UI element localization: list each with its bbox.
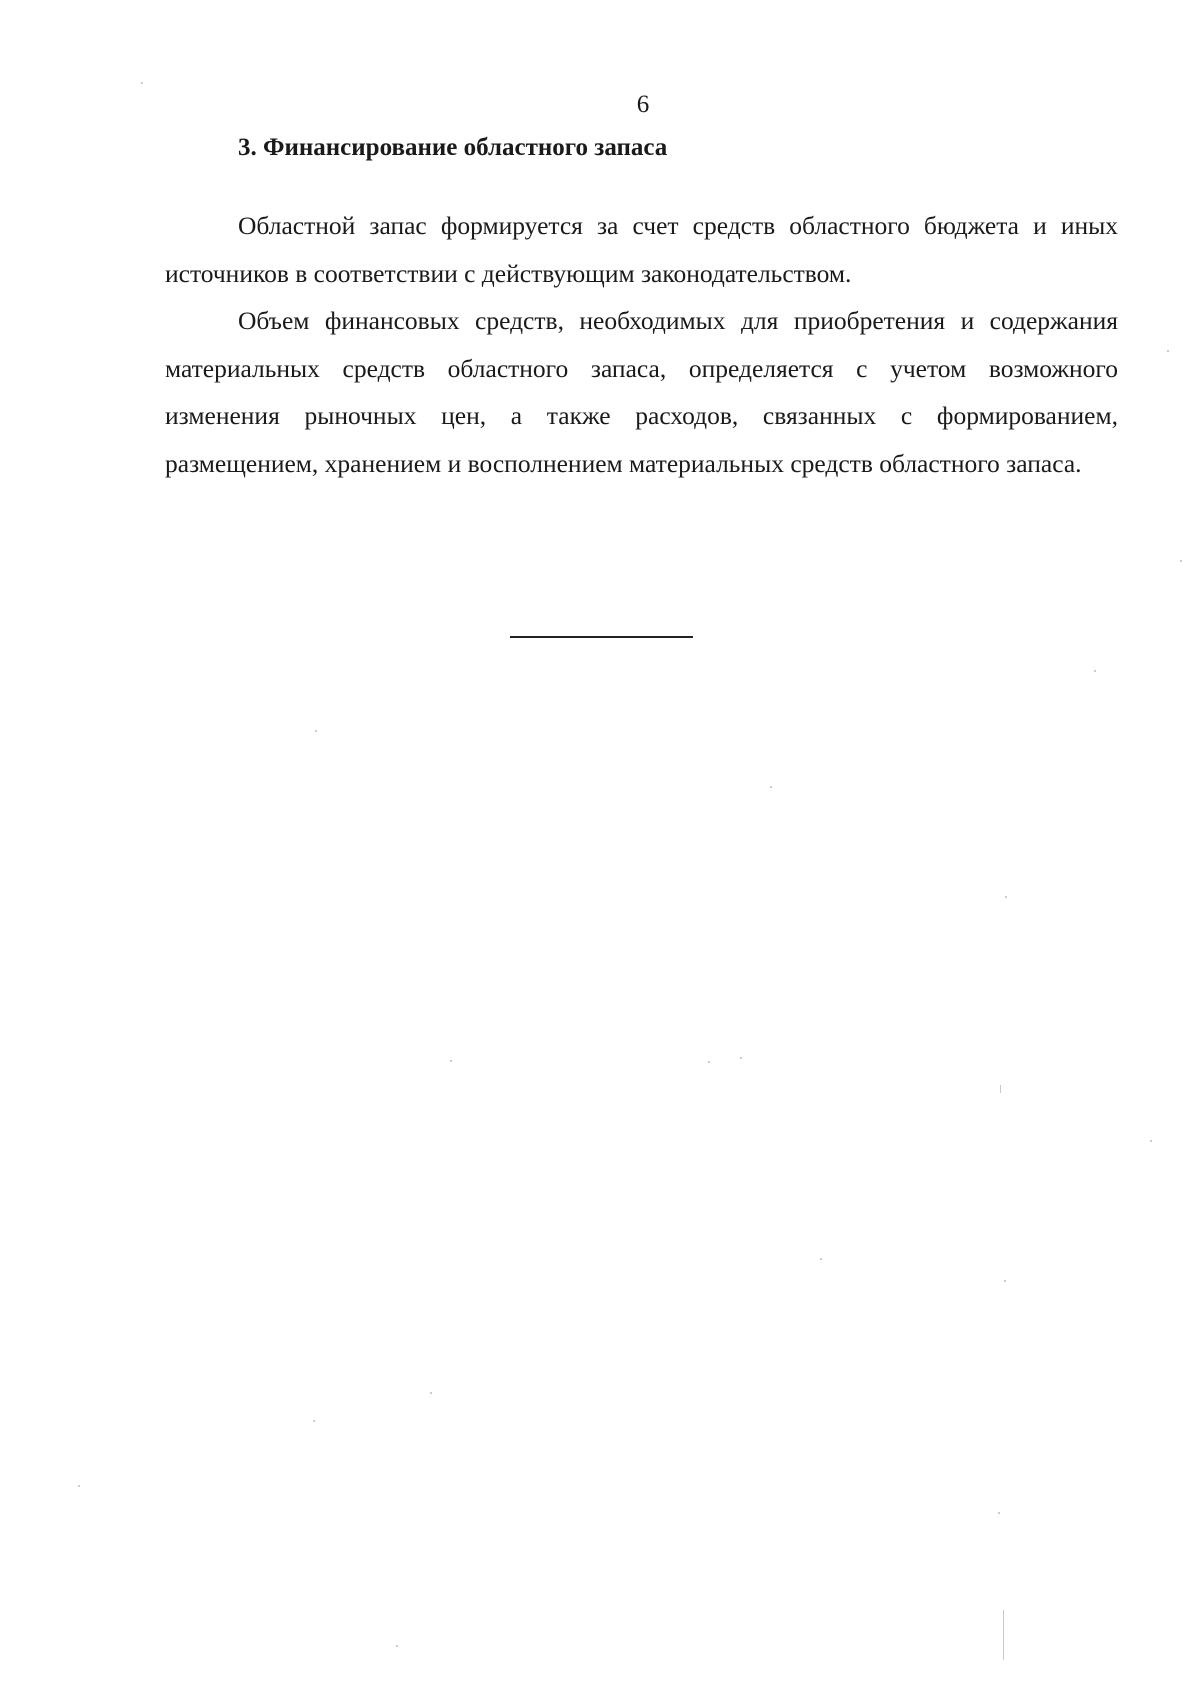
end-divider-line [510, 636, 693, 638]
paragraph-funding-sources: Областной запас формируется за счет средств областного бюджета и иных источников в соответствии с действующим законодательством. [165, 211, 1118, 288]
section-title: 3. Финансирование областного запаса [238, 134, 668, 161]
paragraph-funding-volume: Объем финансовых средств, необходимых для приобретения и содержания материальных средств областного запаса, определяется с учетом возможного изменения рыночных цен, а также расходов, связанных с формированием, размещением, хранением и восполнением материальных средств областного запаса. [165, 306, 1118, 478]
page-number: 6 [636, 91, 650, 118]
